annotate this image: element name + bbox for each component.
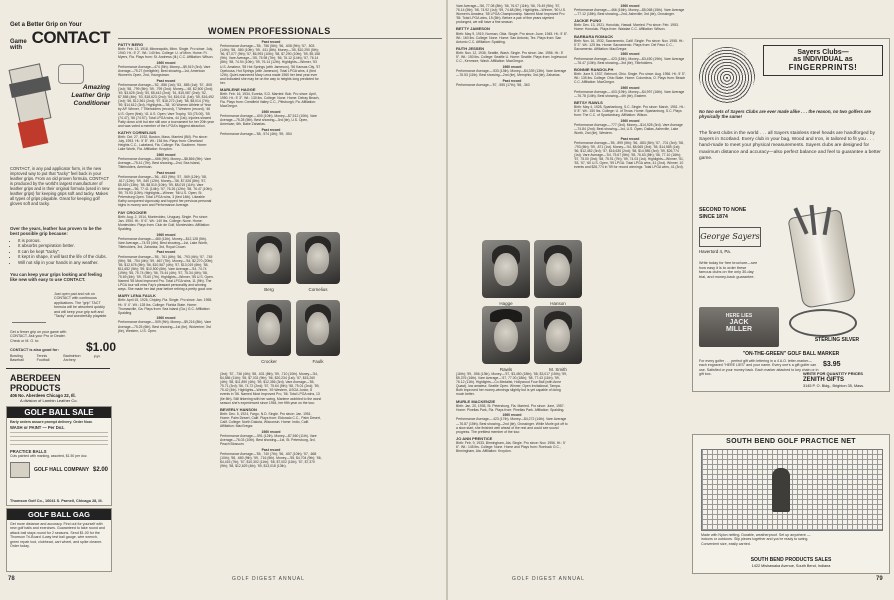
aberdeen-name: ABERDEEN PRODUCTS xyxy=(10,373,61,393)
aberdeen-address: 406 No. Aberdeen Chicago 22, Ill. xyxy=(10,393,76,398)
profile-block xyxy=(220,128,322,136)
zenith-address: 3145 P. O. Bldg., Brighton 35, Mass. xyxy=(803,384,865,388)
contact-price: $1.00 xyxy=(86,340,117,354)
contact-bullet: • Will not slip in your hands in any weather. xyxy=(18,260,114,265)
player-name: JO ANN PRENTICE xyxy=(456,435,493,441)
contact-tagline-3: Conditioner xyxy=(73,100,110,107)
rawls-caption: Rawls xyxy=(499,367,513,372)
profile-block xyxy=(220,110,322,126)
contact-bullet: • It absorbs perspiration better. xyxy=(18,243,114,248)
profile-text: Performance Average—'52, .856 (1st); '53, .885 (1st); '57, .805 (1st); '58, .799 (5th); '59, .799 (2nd). Money—'48, $2,500 (2nd); '49, $3,625 (3rd); '50, $5,442 (2nd); '51, $15,087 (2nd); '52, $7,558 (4th); '53, $18,623 (2nd); '54, $16,011 (1st); '55, $16,492 (1st); '56, $12,561 (2nd); '57, $16,272 (1st); '58, $8,014 (7th); '59, $14,612 (3rd). Highlights—'38, '40 Women Athlete of Year by AP. Winner, 7 Titleholders (record), 7 Western (record), '46 U.S. Open (first); '41 U.S. Open; Vare Trophy, '53 (75.00), '55 (74.47), '56 (74.57). Total LPGA wins, 44 (1st). Injuries slowed Patty down a bit but she still won a tournament for her 20th year and was voted a member of the LPGA's biggest attraction. xyxy=(118,82,214,128)
golf-ball-sale-price: $2.00 xyxy=(92,467,108,474)
golf-ball-sale-row2: PRACTICE BALLS xyxy=(10,449,47,455)
golf-ball-sale-title: GOLF BALL SALE xyxy=(7,407,111,418)
profile-block xyxy=(118,61,214,77)
profile-block xyxy=(574,86,686,98)
player-name: BARBARA ROMACK xyxy=(574,33,614,39)
hanson-photo xyxy=(534,240,582,306)
profile-text: Performance Average—.533 (13th). Money—$4,339 (13th). Vare Average—76.53 (11th). Best showing—2nd (tie), Memphis; 3rd (tie), Zaharias. xyxy=(456,68,567,77)
profile-text: Birth: Oct. 27, 1932, Boston, Mass. Married (Bill). Pro since: July, 1953. Ht.: 5' 8". Wt.: 154 lbs. Plays from: Cleveland Heights C.C., Lakeland, Fla. College: Fla. Southern. Home: Lake Worth, Fla. Affiliation: Kroydon. xyxy=(118,134,208,152)
profile-column-3-top xyxy=(456,4,568,228)
player-name: FAY CROCKER xyxy=(118,209,147,215)
ball-basket-icon xyxy=(10,462,30,478)
profile-text: Performance Average—'55, .756 (5th); '56, .608 (9th); '57, .503 (14th); '58, .580 (10th); '59, .611 (8th). Money—'55, $10,290 (5th); '56, $7,077 (9th); '57, $6,993 (10th); '58, $7,290 (10th); '59, $9,158 (9th). Vare Average—'55, 75.98 (7th); '56, 76.12 (14th); '57, 76.14 (8th); '58, 74.94 (10th); '59, 76.14 (12th). Highlights—Winner, '53 U.S. Amateur, '55 Hot Springs (with Jameson), '56 Kansas City, '57 Opelousa, Hot Springs (with Jameson). Total LPGA wins, 4 (tied 12th). Quiet-mannered Mary Lena made 1960 her best year ever and indicated she may be on the way to heights long predicted for her. xyxy=(220,44,321,85)
record-heading: 1960 record xyxy=(502,64,522,69)
contact-ad xyxy=(6,14,117,366)
south-bend-title: SOUTH BEND GOLF PRACTICE NET xyxy=(726,438,856,445)
profile-text: Performance Average—.777 (3rd). Money—$14,928 (3rd). Vare Average—74.84 (2nd). Best showing—1st, U.S. Open, Dallas, Asheville, Lake Worth, 2nd (tie), Western. xyxy=(574,122,683,136)
profile-column-3-bottom xyxy=(456,372,568,576)
golf-ball-gag-title: GOLF BALL GAG xyxy=(7,509,111,520)
player-name: PATTY BERG xyxy=(118,42,144,47)
player-name: BETSY RAWLS xyxy=(574,99,603,105)
aberdeen-division: A division of Lambin Leather Co. xyxy=(20,398,78,403)
contact-use: Archery xyxy=(63,358,76,363)
golf-ball-gag-ad xyxy=(6,508,112,572)
m-smith-caption: M. Smith xyxy=(549,367,567,372)
profile-block xyxy=(118,294,214,314)
contact-top-line1: Get a Better Grip on Your xyxy=(10,22,82,28)
grave-marker-sign xyxy=(699,307,779,347)
south-bend-company: SOUTH BEND PRODUCTS SALES xyxy=(750,557,832,563)
player-name: BEVERLY HANSON xyxy=(220,406,257,412)
profile-block xyxy=(118,316,214,332)
zenith-headline: STERLING SILVER xyxy=(814,337,860,343)
profile-block xyxy=(118,43,214,59)
profile-block xyxy=(574,19,686,31)
profile-text: Performance Average—.666 (9th). Money—$8,866 (9th). Vare Average—75.41 (7th). Best showing—2nd, Sea Island, Titleholders, American. xyxy=(118,156,212,170)
player-name: BONNIE RANDOLPH xyxy=(574,66,614,72)
profile-block xyxy=(118,233,214,249)
player-name: MURLE MACKENZIE xyxy=(456,398,496,404)
page-gutter xyxy=(446,0,448,600)
player-name: JACKIE PUNG xyxy=(574,18,602,24)
player-name: RUTH JESSEN xyxy=(456,45,485,51)
south-bend-body: Made with Nylon netting. Durable, weatherproof. Set up anywhere — indoors or outdoors. Slip pieces together and you're ready to swing. Convenient size, easily carried. xyxy=(701,533,811,546)
profile-text: Performance Average—.466 (16th). Money—$5,068 (15th). Vare Average—77.12 (18th). Best showing—2nd, Asheville; 3rd (tie), Grossinger. xyxy=(574,8,685,17)
sayers-ad xyxy=(692,38,890,392)
golf-ball-sale-ad xyxy=(6,406,112,506)
player-name: MARY LENA FAULK xyxy=(118,293,156,299)
record-heading: 1960 record xyxy=(156,60,176,65)
contact-body-1: CONTACT, in any pad applicator form, is the new improved way to put that "tacky" feel back in your leather grips. From an old proven formula, CONTACT is produced by the world's largest manufacturer of leather grips and is their original formula (used in new leather grips) for keeping grips soft and tacky. Makes all types of grips playable. Great for keeping golf gloves soft and tacky. xyxy=(10,166,110,206)
contact-use: Badminton xyxy=(63,354,81,358)
profile-text: Performance Average—'56, .453 (9th); '57, .569 (12th); '58, .617 (12th); '59, .540 (12th). Money—'56, $7,526 (8th); '57, $5,519 (13th); '58, $8,510 (10th); '59, $8,015 (11th). Vare Average—'56, 77.41 (14th); '57, 76.26 (12th); '58, 76.47 (10th); '59, 75.93 (10th). Highlights—Winner, '56 U.S. Open; St. Petersburg Open. Total LPGA wins, 3 (tied 14th). Likeable Kathy conquered vigorously and topped her previous personal highs in money won and Performance Average. xyxy=(118,174,213,208)
profile-text: Performance Average—'55, .761 (6th); '56, .793 (4th); '57, .745 (5th); '58, .754 (4th); '59, .667 (7th). Money—'54, $2,270 (20th); '55, $12,678 (5th); '56, $10,567 (4th); '57, $13,019 (6th); '58, $11,652 (5th); '59, $10,500 (6th). Vare Average—'54, 74.74 (19th); '55, 75.74 (5th); '56, 75.44 (4th); '57, 75.34 (4th); '58, 75.69 (4th); '59, 75.60 (7th). Highlights—Winner, '55 U.S. Open. Named '55 Most Improved Pro. Total LPGA wins, 11 (9th). The LPGA tour will miss Fay's pleasant personality and winning ways. She made her last year before retiring a pretty good one. xyxy=(118,254,214,292)
golf-ball-sale-price-list xyxy=(10,432,108,448)
profile-block xyxy=(456,413,568,433)
golf-ball-sale-intro: Early orders assure prompt delivery. Order Now. xyxy=(10,420,93,424)
sayers-signature: George Sayers xyxy=(699,227,761,247)
contact-taglines xyxy=(66,84,110,108)
golf-ball-sale-company: Thomson Golf Co., 16041 S. Parnell, Chicago 28, Ill. xyxy=(10,498,103,503)
profile-block xyxy=(456,4,568,24)
profile-block xyxy=(574,4,686,16)
zenith-price: $3.95 xyxy=(823,361,841,368)
record-heading: Past record xyxy=(261,447,281,452)
contact-side-note: Just open pad and rub on CONTACT with continuous applications. The "grip" TACT formula will be absorbed quickly and will keep your grip soft and "Tacky" and wonderfully playable. xyxy=(54,292,108,319)
profile-block xyxy=(456,79,568,87)
contact-uses xyxy=(10,354,90,362)
cornelius-caption: Cornelius xyxy=(308,287,328,292)
profile-text: Birth: May 4, 1928, Spartanburg, S.C. Single. Pro since: March, 1951. Ht.: 5' 8". Wt.: 150 lbs. College: U. of Texas. Home: Spartanburg, S.C. Plays from: The C.C. of Spartanburg. Affiliation: Wilson. xyxy=(574,104,685,118)
profile-text: Birth: Feb. 9, 1933, Birmingham, Ala. Single. Pro since: Nov. 1956. Ht.: 5' 6". Wt.: 145 lbs. College: None. Home and Plays from: Roebuck G.C., Birmingham, Ala. Affiliation: Kroydon. xyxy=(456,440,566,454)
berg-photo xyxy=(247,232,291,292)
aberdeen-ad xyxy=(6,368,110,403)
contact-top-line2: Game with xyxy=(10,39,27,51)
contact-also-good: CONTACT is also good for: xyxy=(10,348,59,352)
contact-body-3: You can keep your grips looking and feeling like new with easy to use CONTACT. xyxy=(10,272,102,283)
faulk-caption: Faulk xyxy=(312,359,324,364)
profile-text: Birth: Dec. 5, 1924, Fargo, N.D. Single. Pro since: Jan. 1951. Home: Palm Desert, Calif. Plays from: Eldorado C.C., Palm Desert, Calif. College: North Dakota, Wisconsin. Home: Indio, Calif. Affiliation: MacGregor. xyxy=(220,411,321,429)
record-heading: Past record xyxy=(620,136,640,141)
record-heading: Past record xyxy=(156,250,176,255)
hanson-caption: Hanson xyxy=(550,301,566,306)
profile-block xyxy=(118,250,214,291)
zenith-company: ZENITH GIFTS xyxy=(803,377,844,383)
profile-text: Birth: May 9, 1919, Norman, Okla. Single. Pro since: June, 1945. Ht.: 5' 8". Wt.: 160 lbs. College: None. Home: San Antonio, Tex. Plays from: San Antonio C.C. Affiliation: Spalding. xyxy=(456,31,568,44)
practice-net-illustration xyxy=(701,449,883,531)
golf-hall-band: GOLF HALL COMPANY xyxy=(34,467,90,474)
golfer-silhouette xyxy=(772,468,790,512)
golf-ball-gag-body: Get more distance and accuracy. Find out for yourself with new golf balls and exercises. Guaranteed to take round and attack ball stays round for 2 seasons. Send $1.00 for the Thomson Tri-Board 4-way test ball gauge, wire wrench, green repair tool, clubhead, cart wheel, and spike cleaner. Order today. xyxy=(10,522,105,549)
profile-text: Performance Average—.423 (18th). Money—$3,450 (19th). Vare Average—76.47 (13th). Best showing—3rd (tie), Titleholders. xyxy=(574,56,685,65)
title-rule xyxy=(118,38,442,39)
cornelius-photo xyxy=(296,232,340,292)
record-heading: 1960 record xyxy=(261,110,281,114)
contact-bullet: • It is porous. xyxy=(18,238,114,243)
left-page-number: 78 xyxy=(8,576,15,582)
profile-column-2-bottom xyxy=(220,372,322,576)
profile-block xyxy=(456,27,568,43)
profile-block xyxy=(220,40,322,85)
profile-block xyxy=(574,119,686,135)
sayers-headline-box xyxy=(763,45,883,76)
hagge-caption: Hagge xyxy=(499,301,513,306)
profile-block xyxy=(220,430,322,446)
right-page-number: 79 xyxy=(876,576,883,582)
profile-block xyxy=(118,153,214,169)
sayers-title-1: Sayers Clubs— xyxy=(797,49,849,56)
profile-block xyxy=(456,437,568,453)
profile-text: Performance Average—.600 (10th). Money—$7,512 (10th). Vare Average—75.28 (5th). Best showing—3rd (tie), U.S. Open, American; 6th, Babe Zaharias. xyxy=(220,114,317,127)
contact-body-2: Over the years, leather has proven to be the best possible grip because: xyxy=(10,226,102,237)
record-heading: Past record xyxy=(156,78,176,83)
crocker-caption: Crocker xyxy=(261,359,277,364)
profile-column-4 xyxy=(574,4,686,576)
page-title: WOMEN PROFESSIONALS xyxy=(208,26,331,36)
profile-text: Performance Average—'57, .555 (17th); '58, .363 xyxy=(456,82,530,87)
profile-block xyxy=(574,101,686,117)
sayers-title-3: FINGERPRINTS! xyxy=(788,63,858,72)
record-heading: 1960 record xyxy=(620,118,640,123)
profile-block xyxy=(574,137,686,170)
golf-ball-sale-row1: WASH or PAINT — Per Doz. xyxy=(10,425,65,431)
record-heading: 1960 record xyxy=(502,413,522,418)
profile-text: Performance Average—'55, .740 (7th); '56, .657 (10th); '57, .668 (10th); '58, .680 (9th); '59, .716 (5th). Money—'55, $4,704 (9th); '56, $4,415 (7th); '57, $10,302 (11th); '58, $7,002 (11th); '57, $7,370 (9th); '58, $12,629 (4th); '59, $13,018 (13th). xyxy=(220,451,322,468)
profile-block xyxy=(574,52,686,64)
profile-text: (3rd); '57, .736 (4th); '58, .631 (8th); '59, .710 (10th). Money—'54, $4,586 (11th); '55, $7,031 (9th); '56, $20,234 (1st); '57, $15,260 (4th); '58, $11,890 (4th); '59, $12,356 (3rd). Vare Average—'55, 75.71 (3rd); '56, 74.72 (2nd); '57, 75.64 (5th); '58, 75.01 (2nd); '59, 75.42 (4th). Highlights—Winner, '49 Western, USGA Junior, 8 events in '56. Named Most Improved Pro, '56. Total LPGA wins, 13 (tie 6th). Still tinkering with her swing, Marlene wobbled to the worst season she's experienced since 1954, her fifth year on the tour. xyxy=(220,372,322,405)
profile-block xyxy=(118,171,214,208)
crocker-photo xyxy=(247,300,291,364)
golf-ball-sale-row3: Cuts painted with marking, assorted, $1.50 per doz. xyxy=(10,454,88,459)
player-name: KATHY CORNELIUS xyxy=(118,129,157,135)
profile-block xyxy=(220,448,322,468)
profile-text: Performance Average—.509 (9th). Money—$9,216 (8th). Vare Average—75.25 (6th). Best showing—1st (tie), Wolverine; 3rd (tie), Western, U.S. Open. xyxy=(118,320,212,333)
profile-text: Birth: Dec. 13, 1921, Honolulu, Hawaii. Married. Pro since: Feb. 1953. Home: Honolulu. Plays from: Waialae C.C. Affiliation: Wilson. xyxy=(574,23,679,32)
profile-text: Birth: April 15, 1926, Chipley, Fla. Single. Pro since: Jan. 1955. Ht.: 5' 4". Wt.: 128 lbs. College: Florida State. Home: Thomasville, Ga. Plays from: Sea Island (Ga.) G.C. Affiliation: Spalding. xyxy=(118,298,213,315)
zenith-cta: WRITE FOR QUANTITY PRICES xyxy=(803,371,863,376)
profile-column-2-top xyxy=(220,40,322,230)
golf-bag-illustration xyxy=(769,207,881,307)
grave-sign-line-2: JACK xyxy=(729,319,749,326)
profile-text: Performance Average—.423 (17th). Money—$4,272 (14th). Vare Average—76.87 (15th). Best showing—2nd (tie), Grossinger. While Murle got off to a slow start, she finished well ahead of the rest and could see sound progress. The prettiest member of the tour. xyxy=(456,417,568,434)
profile-text: Performance Average—474 (5th). Money—$9,519 (3rd). Vare Average—75.27 (ineligible). Best showing—1st, American Women's Open, 2nd, Youngstown. xyxy=(118,64,211,78)
player-name: BETTY JAMESON xyxy=(456,26,490,32)
record-heading: 1960 record xyxy=(620,85,640,90)
hagge-photo xyxy=(482,240,530,306)
right-footer-text: GOLF DIGEST ANNUAL xyxy=(512,576,585,582)
profile-text: Vare Average—'56, 77.08 (8th); '56, 76.07 (11th); '56, 76.49 (9th); '57, 76.14 (5th); '58, 74.92 (1st); '59, 74.68 (5th). Highlights—Winner, '50 U.S. Women's Amateur, '55 LPGA Championship. Named Most Improved Pro '55. Total LPGA wins, 15 (5th). Before a pair of fine years stymied prolonged, we will have a fine season. xyxy=(456,4,566,25)
contact-bullets xyxy=(8,238,114,265)
berg-caption: Berg xyxy=(264,287,274,292)
profile-block xyxy=(456,47,568,63)
record-heading: Past record xyxy=(502,78,522,83)
contact-bullet: • It kept in shape, it will last the life of the clubs. xyxy=(18,254,114,259)
profile-block xyxy=(220,372,322,405)
profile-text: Birth: Jan. 20, 1935, St. Petersburg, Fla. Married. Pro since: June, 1957. Home: Pinellas Park, Fla. Plays from: Pinellas Park. Affiliation: Spalding. xyxy=(456,403,565,412)
record-heading: 1960 record xyxy=(156,152,176,157)
grave-sign-line-1: HERE LIES xyxy=(725,313,753,319)
record-heading: 1960 record xyxy=(156,316,176,321)
faulk-photo xyxy=(296,300,340,364)
profile-block xyxy=(220,88,322,108)
sayers-body: The finest clubs in the world . . . all Sayers stainless steel heads are handforged by Sayers in Scotland. Every club in your bag, Wood and Iron, is tailored to fit you . . . hand-made to meet your physical measurements. Sayers clubs are designed for maximum distance and accuracy—also perfect balance and feel to guarantee a better game. xyxy=(699,131,881,161)
profile-block xyxy=(456,400,568,412)
profile-block xyxy=(574,35,686,51)
contact-tagline-1: Amazing xyxy=(82,84,110,91)
profile-text: Performance Average—'55, .899 (5th); '56, .883 (5th); '57, .701 (3rd); '58, .793 (6th); '59, .871 (1st). Money—'54, $8,665 (3rd); '55, $14,585 (1st); '56, $12,452 (3rd); '57, $16,630 (2nd); '58, $14,985 (3rd); '59, $26,774 (1st). Vare Average—'54, 75.67 (5th); '55, 76.63 (5th); '56, 77.10 (16th); '57, 75.00 (3rd); '58, 75.91 (7th); '59, 74.03 (1st). Highlights—Winner, '51, '53, '57, '60 U.S. Open, '59 LPGA. Total LPGA wins, 41 (2nd). Winner, 10 events and $26,774 in '59 for record winnings. Total LPGA wins, 41 (3rd). xyxy=(574,140,684,170)
record-heading: 1960 record xyxy=(620,52,640,57)
profile-text: Birth: Nov. 12, 1936, Seattle, Wash. Single. Pro since: Jan. 1956. Ht.: 5' 5". Wt.: 150 lbs. College: Seattle U. Home: Seattle. Plays from: Inglewood C.C., Kenmore, Wash. Affiliation: MacGregor. xyxy=(456,50,567,64)
profile-text: Performance Average—'58, .574 (4th); '59, .554 xyxy=(220,131,292,136)
contact-gift-note: Get a firmer grip on your game with CONTACT. Ask your Pro or Dealer. Check or M. O. to: xyxy=(10,330,67,343)
profile-text: Birth: Nov. 16, 1932, Sacramento, Calif. Single. Pro since: Nov. 1958. Ht.: 5' 3". Wt.: 125 lbs. Home: Sacramento. Plays from: Del Paso C.C., Sacramento. Affiliation: MacGregor. xyxy=(574,38,685,51)
zenith-body: For every golfer . . . perfect gift with lettering in a 4 A.O. letter-marker—each engraved "HERE LIES" and your name. Every one's a gift golfer can use. Satisfied or your money back. Each marker attached to key chain or in gift box. xyxy=(699,359,819,377)
player-name: MARLENE HAGGE xyxy=(220,87,256,93)
profile-block xyxy=(456,372,568,397)
contact-price-note: P.P. xyxy=(94,354,101,359)
contact-brand: CONTACT xyxy=(31,28,110,47)
profile-block xyxy=(574,68,686,84)
south-bend-address: 1422 Mishawaka Avenue, South Bend, Indiana xyxy=(751,564,831,568)
zenith-subheadline: "ON-THE-GREEN" GOLF BALL MARKER xyxy=(742,351,840,357)
contact-use: Tennis xyxy=(36,354,48,358)
contact-use: Baseball xyxy=(10,358,24,363)
profile-block xyxy=(220,408,322,428)
profile-block xyxy=(118,79,214,128)
profile-column-1 xyxy=(118,40,214,574)
fingerprint-icon xyxy=(699,47,755,103)
ball-marker-icon xyxy=(789,309,857,337)
record-heading: Past record xyxy=(261,127,281,132)
sayers-since: SINCE 1874 xyxy=(699,214,728,220)
record-heading: 1960 record xyxy=(156,232,176,237)
profile-text: Performance Average—.480 (11th). Money—$12,128 (5th). Vare Average—74.93 (4th). Best showing—1st, Lake Worth, Titleholders, 3rd, Zaharias; 3rd, Royal Crown. xyxy=(118,236,209,249)
rawls-photo xyxy=(482,306,530,372)
record-heading: 1960 record xyxy=(261,429,281,434)
contact-use: Football xyxy=(36,358,50,363)
contact-tagline-2: Leather Grip xyxy=(71,92,110,99)
contact-bullet: • It can be kept "tacky". xyxy=(18,249,114,254)
profile-text: Birth: June 5, 1937, Belmont, Ohio. Single. Pro since: Aug. 1956. Ht.: 5' 5". Wt.: 135 lbs. College: Ohio State. Home: Columbus, O. Plays from: Beach C.C. Affiliation: MacGregor. xyxy=(574,71,686,84)
profile-block xyxy=(456,65,568,77)
profile-text: Performance Average—.591 (12th). Money—$7,560 (11th). Vare Average—76.03 (10th). Best showing—1st, St. Petersburg, 3rd, Peach Blossom. xyxy=(220,433,317,446)
grip-hand-illustration xyxy=(12,296,46,323)
profile-text: Birth: Feb. 16, 1934, Eureka, S.D. Married: Bob. Pro since: April, 1950. Ht.: 5' 3". Wt.: 130 lbs. College: None. Home: Delray Beach, Fla. Plays from: Crestfield Valley C.C., Pittsburgh, Pa. Affiliation: MacGregor. xyxy=(220,92,320,109)
sayers-title-2: as INDIVIDUAL as xyxy=(793,56,853,63)
record-heading: Past record xyxy=(261,40,281,44)
profile-block xyxy=(118,211,214,231)
profile-block xyxy=(118,131,214,151)
profile-text: (16th); '59, .556 (13th). Money—'57, $3,450 (18th); '58, $3,017 (15th); '59, $5,376 (16th). Vare Average—'57, 77.00 (18th); '58, 77.43 (11th); '59, 76.12 (11th). Highlights—Co-Medalist, Hollywood Four Ball (with Anne Quast), low amateur, Seattle Open. Winner, Open Invitational, Tampa. Both improved her money-winnings slightly but is yet capable of doing much better. xyxy=(456,372,567,397)
record-heading: 1960 record xyxy=(620,4,640,8)
sayers-location: Havertord 4, Pa. xyxy=(699,249,731,254)
left-footer-text: GOLF DIGEST ANNUAL xyxy=(232,576,305,582)
grave-sign-line-3: MILLER xyxy=(725,326,753,333)
sayers-italic: No two sets of Sayers Clubs are ever made alike . . . the reason, no two golfers are physically the same! xyxy=(699,109,871,120)
profile-text: Performance Average—.403 (19th). Money—$4,997 (16th). Vare Average—76.78 (14th). Best showing—4th (tie), Eastern. xyxy=(574,89,685,98)
sayers-second-to-none: SECOND TO NONE xyxy=(699,207,747,213)
profile-text: Birth: Feb. 13, 1918, Minneapolis, Minn. Single. Pro since: July, 1940. Ht.: 5' 2". Wt.: 140 lbs. College: U. of Minn. Home: Ft. Myers, Fla. Plays from: St. Andrews (Ill.) C.C. Affiliation: Wilson. xyxy=(118,47,214,60)
record-heading: Past record xyxy=(156,170,176,175)
contact-bottle-illustration xyxy=(10,60,54,154)
sayers-contact-note: Write today for free brochure—see how easy it is to order these famous clubs on the only 30-day trial, and money-back guarantee. xyxy=(699,261,758,279)
glove-icon xyxy=(58,64,84,84)
south-bend-ad xyxy=(692,434,890,574)
contact-use: Bowling xyxy=(10,354,23,358)
profile-text: Birth: Aug. 2, 1914, Montevideo, Uruguay. Single. Pro since: Jan. 1954. Ht.: 5' 6". Wt.: 140 lbs. College: None. Home: Montevideo. Plays from: Club de Golf, Montevideo. Affiliation: Spalding. xyxy=(118,214,210,231)
m-smith-photo xyxy=(534,306,582,372)
